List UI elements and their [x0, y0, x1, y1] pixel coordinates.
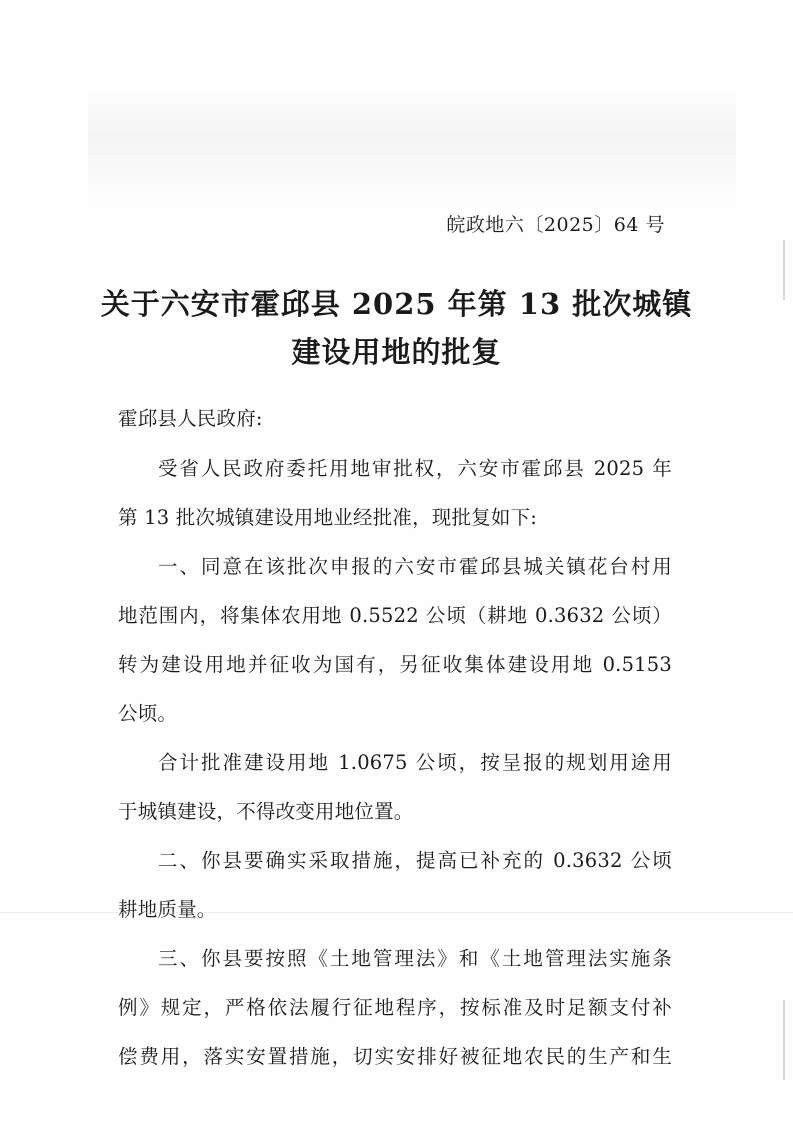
body-line: 合计批准建设用地 1.0675 公顷，按呈报的规划用途用: [158, 751, 672, 774]
scan-edge-mark: [783, 240, 785, 300]
body-line: 公顷。: [118, 702, 178, 725]
scan-artifact: [88, 88, 736, 206]
document-title-line-2: 建设用地的批复: [291, 335, 502, 369]
body-line: 转为建设用地并征收为国有，另征收集体建设用地 0.5153: [118, 653, 672, 676]
document-number: 皖政地六〔2025〕64 号: [446, 214, 665, 236]
body-line: 一、同意在该批次申报的六安市霍邱县城关镇花台村用: [158, 555, 672, 578]
body-line: 地范围内，将集体农用地 0.5522 公顷（耕地 0.3632 公顷）: [118, 604, 672, 627]
body-line: 第 13 批次城镇建设用地业经批准，现批复如下:: [118, 506, 538, 529]
scan-line: [0, 912, 793, 913]
scan-edge-mark: [783, 1000, 785, 1080]
document-title-line-1: 关于六安市霍邱县 2025 年第 13 批次城镇: [100, 287, 693, 321]
body-line: 受省人民政府委托用地审批权，六安市霍邱县 2025 年: [158, 457, 672, 480]
body-line: 二、你县要确实采取措施，提高已补充的 0.3632 公顷: [158, 849, 672, 872]
body-line: 耕地质量。: [118, 898, 217, 921]
body-line: 三、你县要按照《土地管理法》和《土地管理法实施条: [158, 947, 672, 970]
addressee: 霍邱县人民政府:: [118, 407, 263, 430]
body-line: 于城镇建设，不得改变用地位置。: [118, 800, 414, 823]
body-line: 偿费用，落实安置措施，切实安排好被征地农民的生产和生: [118, 1045, 672, 1068]
body-line: 例》规定，严格依法履行征地程序，按标准及时足额支付补: [118, 996, 672, 1019]
